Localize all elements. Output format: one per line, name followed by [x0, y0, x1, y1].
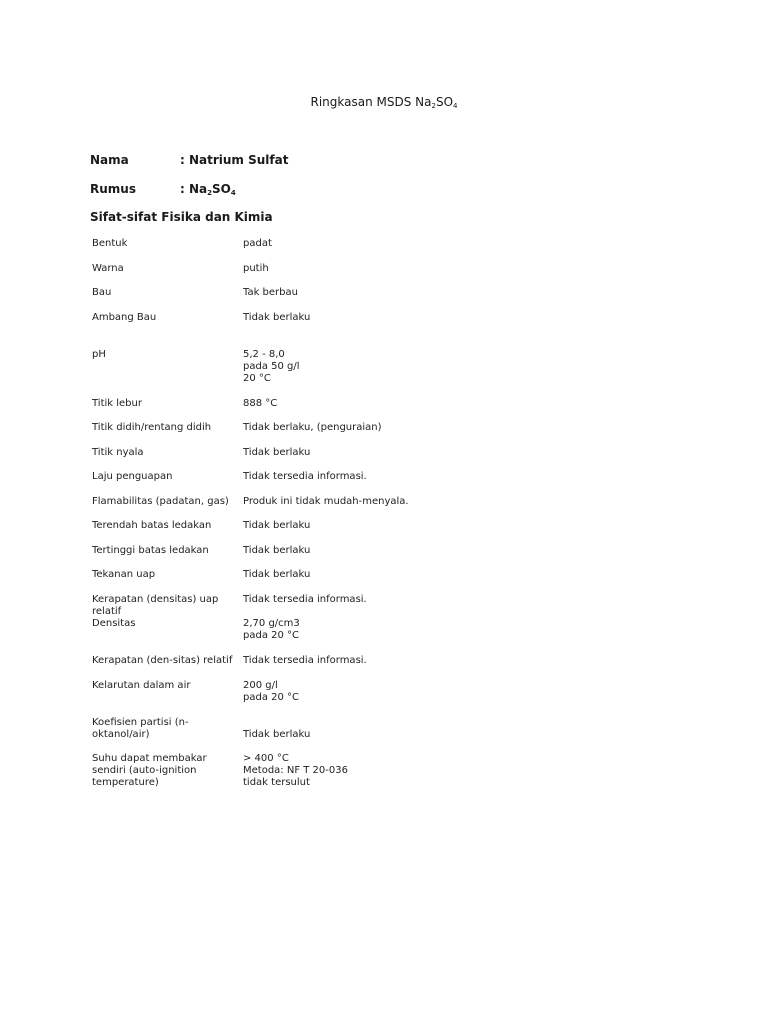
title-subscript-1: 2: [431, 102, 436, 110]
field-rumus-label: Rumus: [90, 182, 136, 196]
property-key: Warna: [92, 263, 124, 274]
property-value: Tidak berlaku: [243, 729, 311, 740]
property-key: Titik lebur: [92, 398, 142, 409]
property-key: Densitas: [92, 618, 136, 629]
property-value: Tidak berlaku, (penguraian): [243, 422, 382, 433]
property-value: > 400 °C Metoda: NF T 20-036 tidak tersulut: [243, 753, 348, 788]
property-key: Tekanan uap: [92, 569, 156, 580]
field-rumus-subscript-1: 2: [207, 189, 212, 197]
section-title: Sifat-sifat Fisika dan Kimia: [90, 210, 273, 224]
property-key: Kerapatan (den-sitas) relatif: [92, 655, 233, 666]
property-key: Bau: [92, 287, 112, 298]
property-value: Tidak tersedia informasi.: [243, 594, 367, 605]
field-nama-value: : Natrium Sulfat: [180, 153, 289, 167]
property-key: Laju penguapan: [92, 471, 173, 482]
field-rumus-value-prefix: : Na: [180, 182, 208, 196]
property-value: Tidak tersedia informasi.: [243, 471, 367, 482]
property-key: Kerapatan (densitas) uap relatif: [92, 594, 219, 617]
page-title: [0, 95, 768, 110]
field-nama: [90, 153, 288, 167]
property-value: 5,2 - 8,0 pada 50 g/l 20 °C: [243, 349, 300, 384]
property-value: 200 g/l pada 20 °C: [243, 680, 300, 703]
property-value: Tidak berlaku: [243, 569, 311, 580]
field-rumus-subscript-2: 4: [230, 189, 236, 197]
property-value: padat: [243, 238, 272, 249]
field-rumus-value-mid: SO: [212, 182, 231, 196]
property-key: Titik didih/rentang didih: [92, 422, 212, 433]
property-key: Bentuk: [92, 238, 128, 249]
title-subscript-2: 4: [453, 102, 458, 110]
property-value: putih: [243, 263, 269, 274]
property-key: Titik nyala: [92, 447, 144, 458]
property-value: Tidak berlaku: [243, 312, 311, 323]
property-value: Tidak berlaku: [243, 545, 311, 556]
property-key: Ambang Bau: [92, 312, 157, 323]
property-key: Koefisien partisi (n- oktanol/air): [92, 717, 189, 740]
field-nama-label: Nama: [90, 153, 129, 167]
property-key: Terendah batas ledakan: [92, 520, 212, 531]
field-rumus: [90, 182, 236, 197]
property-key: Kelarutan dalam air: [92, 680, 191, 691]
property-key: Flamabilitas (padatan, gas): [92, 496, 229, 507]
property-value: Tak berbau: [243, 287, 298, 298]
property-value: 2,70 g/cm3 pada 20 °C: [243, 618, 300, 641]
title-text-prefix: Ringkasan MSDS Na: [310, 95, 432, 109]
property-key: Tertinggi batas ledakan: [92, 545, 209, 556]
title-text-mid: SO: [435, 95, 454, 109]
property-value: Tidak tersedia informasi.: [243, 655, 367, 666]
property-value: 888 °C: [243, 398, 278, 409]
property-value: Tidak berlaku: [243, 520, 311, 531]
property-key: Suhu dapat membakar sendiri (auto-ignition temperature): [92, 753, 207, 788]
property-value: Tidak berlaku: [243, 447, 311, 458]
property-key: pH: [92, 349, 106, 360]
property-value: Produk ini tidak mudah-menyala.: [243, 496, 409, 507]
